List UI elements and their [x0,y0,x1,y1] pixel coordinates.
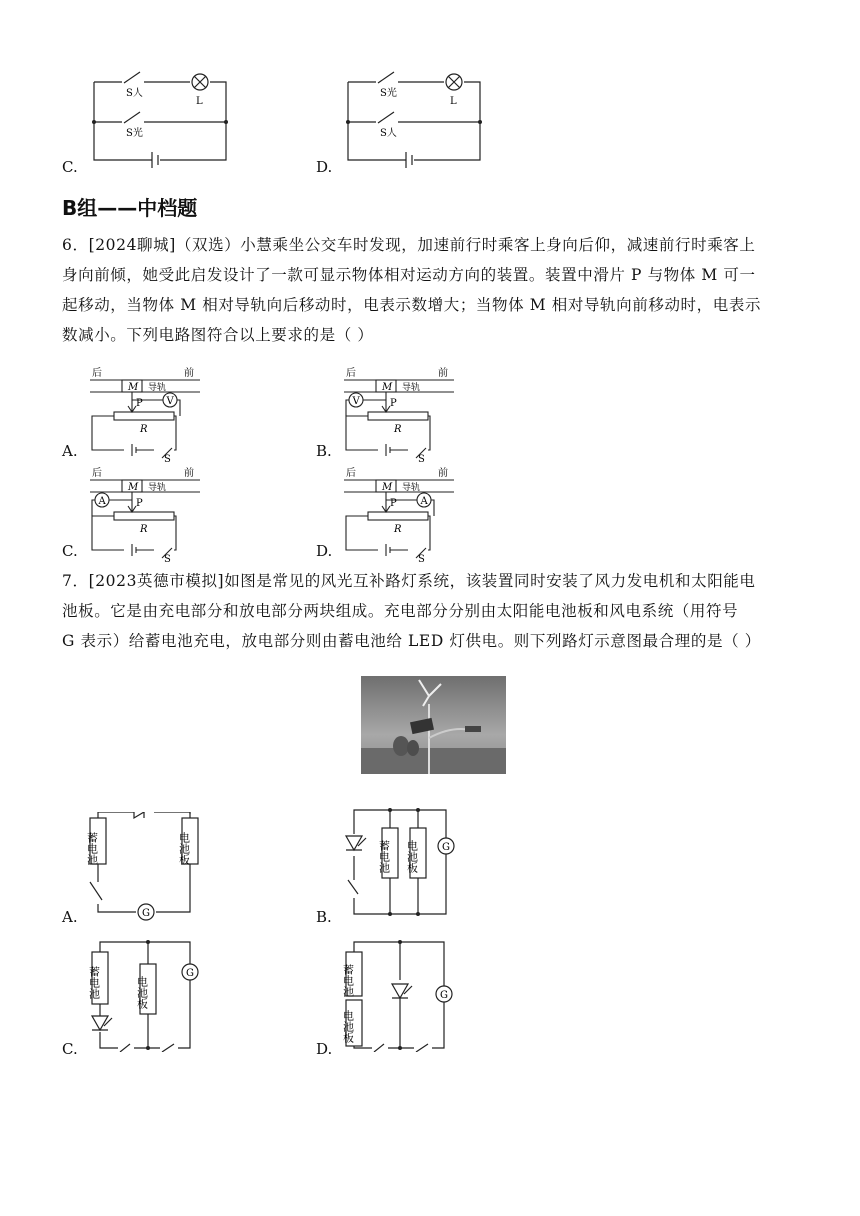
switch-label: S [418,554,425,562]
resistor-label: R [394,524,402,535]
q7-line-1 [62,566,802,596]
block-label: M [128,382,139,393]
q6-option-c[interactable] [84,466,204,566]
ammeter-label: A [420,496,428,507]
panel-label: 电池板 [177,832,191,865]
q7-circuit-a [84,812,214,922]
q7-text [62,566,802,656]
switch-label: S [164,454,171,462]
q6-option-a[interactable] [84,366,204,466]
q5-option-d-label: D. [316,158,333,176]
slider-label: P [136,498,143,509]
wind-solar-lamp-image [361,676,506,774]
q7-circuit-c [84,940,214,1052]
q6-option-b[interactable] [338,366,458,466]
panel-label: 电池板 [405,840,419,873]
generator-label: G [442,842,450,853]
resistor-label: R [140,424,148,435]
q6-circuit-c [84,466,204,562]
q6-line1: [2024聊城]（双选）小慧乘坐公交车时发现，加速前行时乘客上身向后仰，减速前行时乘客上 [88,236,756,254]
q5-circuit-c [62,62,262,180]
switch-label: S光 [380,88,397,99]
battery-label: 蓄电池 [377,840,391,873]
switch-label: S光 [126,128,143,139]
q7-option-c-label: C. [62,1040,78,1058]
q6-option-d-label: D. [316,542,333,560]
panel-label: 电池板 [135,976,149,1009]
battery-label: 蓄电池 [87,966,101,999]
q5-option-c-label: C. [62,158,78,176]
q7-circuit-b [338,806,468,918]
q7-line1: [2023英德市模拟]如图是常见的风光互补路灯系统，该装置同时安装了风力发电机和太阳能电 [88,572,756,590]
q6-number: 6． [62,236,89,254]
slider-label: P [390,498,397,509]
q7-option-a-label: A. [62,908,78,926]
q7-circuit-d [338,940,468,1052]
q6-option-c-label: C. [62,542,78,560]
q5-option-d[interactable] [316,62,516,180]
block-label: M [382,382,393,393]
ammeter-label: A [98,496,106,507]
rail-label: 导轨 [402,383,421,393]
q7-number: 7． [62,572,89,590]
front-label: 前 [184,368,194,379]
panel-label: 电池板 [341,1010,355,1043]
rail-label: 导轨 [148,383,167,393]
q7-option-d-label: D. [316,1040,333,1058]
slider-label: P [136,398,143,409]
back-label: 后 [92,368,102,379]
generator-label: G [186,968,194,979]
generator-label: G [142,908,150,919]
switch-label: S [418,454,425,462]
battery-label: 蓄电池 [85,832,99,865]
voltmeter-label: V [166,396,174,407]
block-label: M [128,482,139,493]
resistor-label: R [394,424,402,435]
block-label: M [382,482,393,493]
q7-option-d[interactable] [338,940,468,1056]
switch-label: S人 [126,88,143,99]
front-label: 前 [438,468,448,479]
switch-label: S人 [380,128,397,139]
q6-circuit-b [338,366,458,462]
q7-option-c[interactable] [84,940,214,1056]
front-label: 前 [438,368,448,379]
back-label: 后 [346,368,356,379]
section-heading: B组——中档题 [62,196,198,220]
rail-label: 导轨 [148,483,167,493]
battery-label: 蓄电池 [341,964,355,997]
switch-label: S [164,554,171,562]
q5-option-c[interactable] [62,62,262,180]
q7-line-2: 池板。它是由充电部分和放电部分两块组成。充电部分分别由太阳能电池板和风电系统（用符号 [62,602,739,620]
q7-line-3: G 表示）给蓄电池充电，放电部分则由蓄电池给 LED 灯供电。则下列路灯示意图最合理的是（ ） [62,632,761,650]
generator-label: G [440,990,448,1001]
q6-option-d[interactable] [338,466,458,566]
q6-circuit-d [338,466,458,562]
q6-line-4: 数减小。下列电路图符合以上要求的是（ ） [62,326,374,344]
q6-circuit-a [84,366,204,462]
q7-option-b[interactable] [338,806,468,922]
q7-option-b-label: B. [316,908,332,926]
lamp-label: L [450,96,457,107]
front-label: 前 [184,468,194,479]
q6-line-1 [62,230,802,260]
q6-option-a-label: A. [62,442,78,460]
back-label: 后 [346,468,356,479]
back-label: 后 [92,468,102,479]
voltmeter-label: V [352,396,360,407]
q5-circuit-d [316,62,516,180]
q6-line-2: 身向前倾，她受此启发设计了一款可显示物体相对运动方向的装置。装置中滑片 P 与物体 M 可一 [62,266,756,284]
lamp-label: L [196,96,203,107]
q6-line-3: 起移动，当物体 M 相对导轨向后移动时，电表示数增大；当物体 M 相对导轨向前移动时，电表示 [62,296,762,314]
slider-label: P [390,398,397,409]
q6-option-b-label: B. [316,442,332,460]
street-lamp-photo [361,676,506,774]
q7-option-a[interactable] [84,812,214,926]
rail-label: 导轨 [402,483,421,493]
resistor-label: R [140,524,148,535]
q6-text [62,230,802,350]
